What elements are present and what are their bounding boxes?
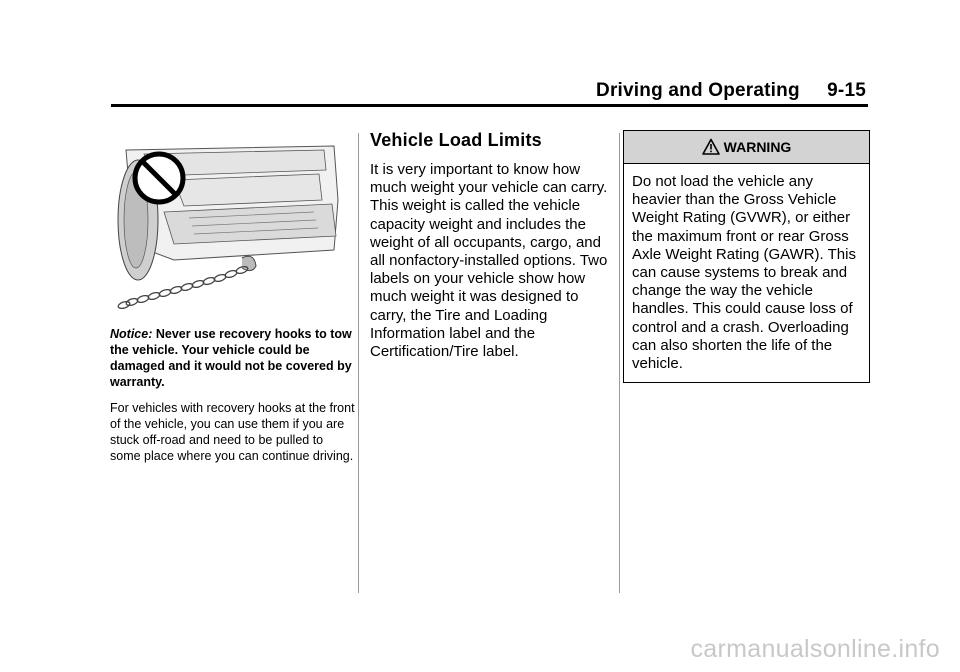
notice-lead: Notice: [110,327,153,341]
header-rule [111,104,868,107]
prohibition-icon [135,154,183,202]
recovery-hooks-paragraph: For vehicles with recovery hooks at the front of the vehicle, you can use them if you are stuck off-road and need to be pulled to some place where you can continue driving. [110,401,355,463]
column-middle [370,130,610,361]
notice-paragraph [110,326,356,390]
warning-triangle-icon [702,138,720,156]
column-left [110,140,356,464]
warning-label: WARNING [723,139,792,155]
warning-box [623,130,870,383]
column-right [623,130,868,383]
column-divider-left [358,133,359,593]
section-title: Vehicle Load Limits [370,130,542,150]
load-limits-paragraph: It is very important to know how much weight your vehicle can carry. This weight is called the vehicle capacity weight and includes the weight of all occupants, cargo, and all nonfactory-installed options. Two labels on your vehicle show how much weight it was designed to carry, the Tire and Loading Information label and the Certification/Tire label. [370,161,608,361]
page-header-title: Driving and Operating 9-15 [596,80,866,101]
notice-text: Never use recovery hooks to tow the vehicle. Your vehicle could be damaged and it would not be covered by warranty. [110,327,352,389]
recovery-hook-illustration [114,140,339,312]
warning-header [624,131,869,164]
column-divider-right [619,133,620,593]
warning-text: Do not load the vehicle any heavier than the Gross Vehicle Weight Rating (GVWR), or either the maximum front or rear Gross Axle Weight Rating (GAWR). This can cause systems to break and change the way the vehicle handles. This could cause loss of control and a crash. Overloading can also shorten the life of the vehicle. [632,173,856,373]
watermark: carmanualsonline.info [690,635,940,663]
